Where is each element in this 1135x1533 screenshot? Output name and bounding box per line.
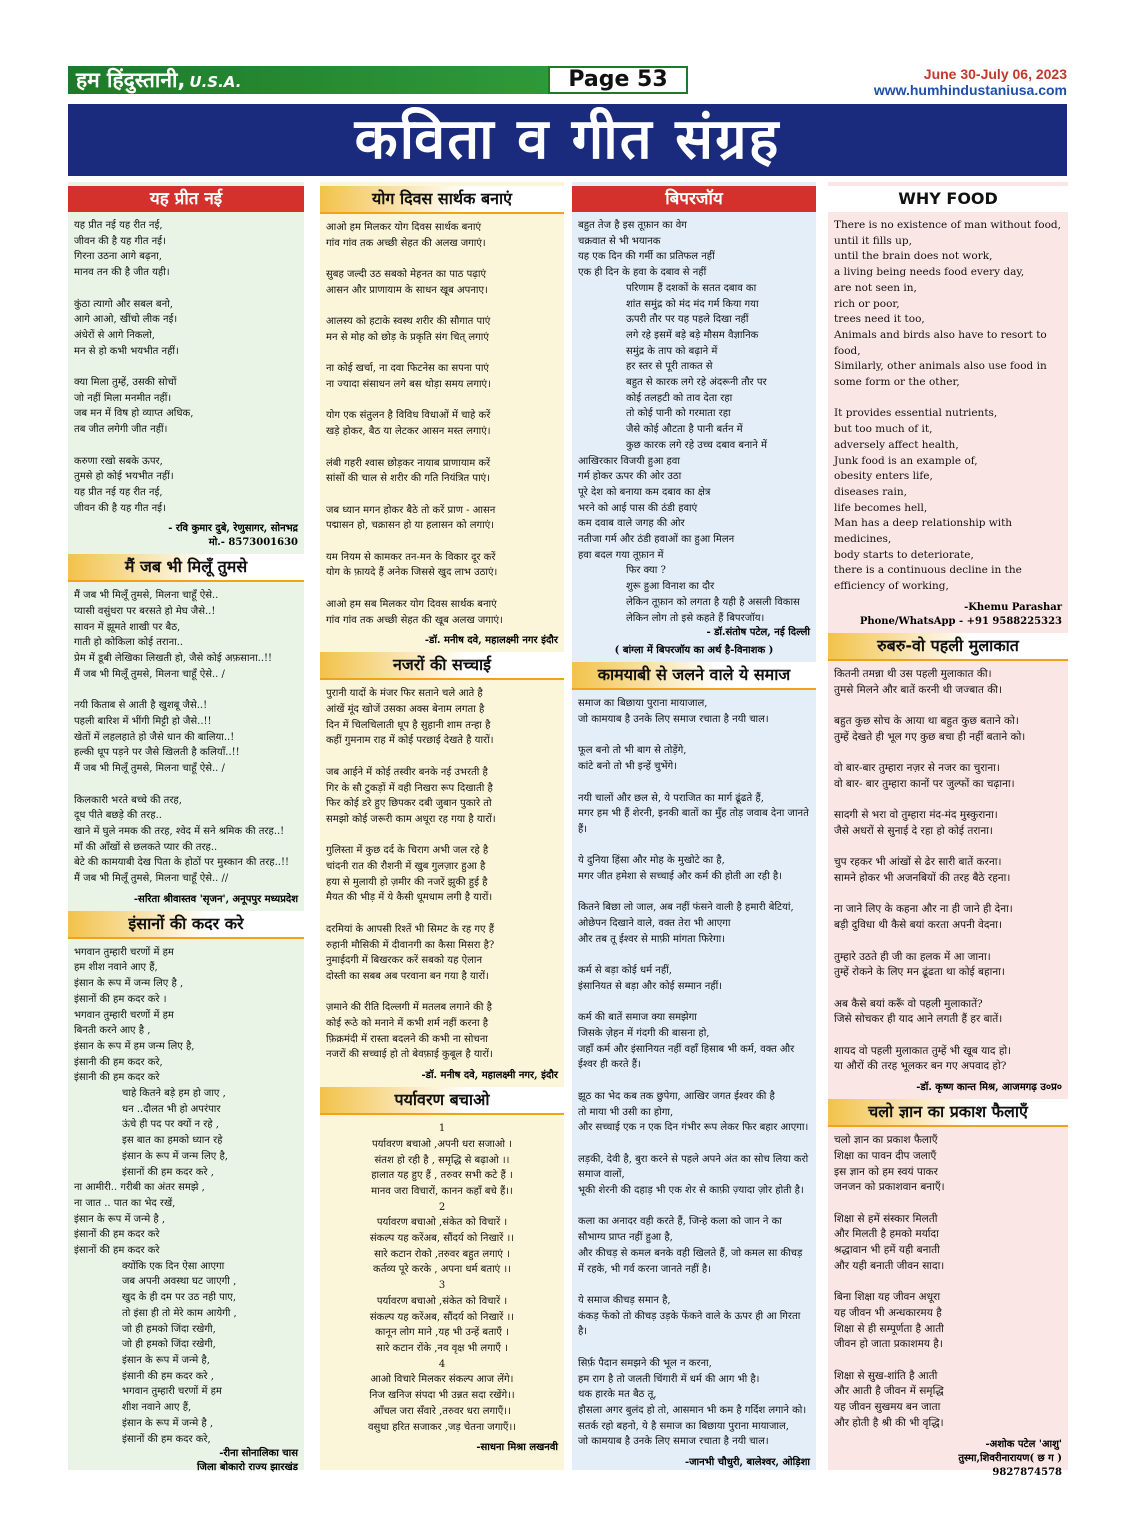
poem-body: चलो ज्ञान का प्रकाश फैलाएँ शिक्षा का पावन दीप जलाएँ इस ज्ञान को हम स्वयं पाकर जनजन को प्रकाशवान बनाएँ। शिक्षा से हमें संस्कार मिलती और मिलती है हमको मर्यादा श्रद्धावान भी हमें यही बनाती और यही बनाती जीवन सादा। बिना शिक्षा यह जीवन अधूरा यह जीवन भी अन्धकारमय है शिक्षा से ही सम्पूर्णता है आती जीवन हो जाता प्रकाशमय है। शिक्षा से सुख-शांति है आती और आती है जीवन में समृद्धि यह जीवन सुखमय बन जाता और होती है श्री की भी वृद्धि। [834,1134,945,1429]
poem-author: -सरिता श्रीवास्तव 'सृजन', अनूपपुर मध्यप्रदेश [133,893,298,905]
poem-author: -साधना मिश्रा लखनवी [476,1442,558,1454]
brand-name: हम हिंदुस्तानी, [76,68,186,92]
poem-author: -रीना सोनालिका चास जिला बोकारो राज्य झारखंड [196,1448,298,1474]
poem-body: आखिरकार विजयी हुआ हवा गर्म होकर ऊपर की ओर उठा पूरे देश को बनाया कम दबाव का क्षेत्र भरने को आई पास की ठंडी हवाएं कम दवाब वाले जगह की ओर नतीजा गर्म और ठंडी हवाओं का हुआ मिलन हवा बदल गया तूफ़ान में [578,455,735,561]
poem-author: -डॉ. कृष्ण कान्त मिश्र, आजमगढ़ उ०प्र० [916,1082,1062,1094]
poem-title: यह प्रीत नई [68,186,304,212]
poem-title: योग दिवस सार्थक बनाएं [320,186,564,214]
poem-title: चलो ज्ञान का प्रकाश फैलाएँ [828,1099,1068,1127]
page-title-banner: कविता व गीत संग्रह [68,104,1067,176]
column-3 [572,182,816,1470]
poem-author: -जानभी चौधुरी, बालेश्वर, ओड़िशा [684,1457,810,1469]
poem-body: यह प्रीत नई यह रीत नई, जीवन की है यह गीत नई। गिरना उठना आगे बढ़ना, मानव तन की है जीत यही। कुंठा त्यागो और सबल बनो, आगे आओ, खींचो लीक नई। अंधेरों से आगे निकलो, मन से हो कभी भयभीत नहीं। क्या मिला तुम्हें, उसकी सोचों जो नहीं मिला मनमीत नहीं। जब मन में विष हो व्याप्त अधिक, तब जीत लगेगी जीत नहीं। करुणा रखो सबके ऊपर, तुमसे हो कोई भयभीत नहीं। यह प्रीत नई यह रीत नई, जीवन की है यह गीत नई। [74,220,194,514]
brand-band [68,66,558,94]
poem-author: -Khemu Parashar Phone/WhatsApp - +91 9588225323 [859,601,1062,627]
poem-author: - डॉ.संतोष पटेल, नई दिल्ली [706,627,810,639]
poem-title: मैं जब भी मिलूँ तुमसे [68,554,304,582]
poem-title: इंसानों की कदर करे [68,911,304,939]
poem-title: कामयाबी से जलने वाले ये समाज [572,662,816,690]
poem-author: -डॉ. मनीष दवे, महालक्ष्मी नगर, इंदौर [421,1070,558,1082]
poem-body: परिणाम हैं दशकों के सतत दबाव का शांत समुंद्र को मंद मंद गर्म किया गया ऊपरी तौर पर यह पहले दिखा नहीं लगे रहे इसमें बड़े बड़े मौसम वैज्ञानिक समुंद्र के ताप को बढ़ाने में हर स्तर से पूरी ताकत से बहुत से कारक लगे रहे अंदरूनी तौर पर कोई तलहटी को ताव देता रहा तो कोई पानी को गरमाता रहा जैसे कोई औटता है पानी बर्तन में कुछ कारक लगे रहे उच्च दबाव बनाने में [626,282,767,451]
poem-body: समाज का बिछाया पुराना मायाजाल, जो कामयाब है उनके लिए समाज रचाता है नयी चाल। फूल बनो तो भी बाग से तोड़ेंगे, कांटे बनो तो भी इन्हें चुभेंगे। नयी चालों और छल से, ये पराजित का मार्ग ढूंढते हैं, मगर हम भी हैं शेरनी, इनकी बातों का मुँह तोड़ जवाब देना जानते हैं। ये दुनिया हिंसा और मोह के मुखोटे का है, मगर जीत हमेशा से सच्चाई और कर्म की होती आ रही है। कितने बिछा लो जाल, अब नहीं फंसने वाली है हमारी बेटियां, ओछेपन दिखाने वाले, वक्त तेरा भी आएगा और तब तू ईश्वर से माफ़ी मांगता फिरेगा। कर्म से बड़ा कोई धर्म नहीं, इंसानियत से बड़ा और कोई सम्मान नहीं। कर्म की बातें समाज क्या समझेगा जिसके ज़ेहन में गंदगी की बासना हो, जहाँ कर्म और इंसानियत नहीं वहाँ हिसाब भी कर्म, वक्त और ईश्वर ही करते हैं। झूठ का भेद कब तक छुपेगा, आखिर जगत ईश्वर की है तो माया भी उसी का होगा, और सच्चाई एक न एक दिन गंभीर रूप लेकर फिर बहार आएगा। लड़की, देवी है, बुरा करने से पहले अपने अंत का सोच लिया करो समाज वालों, भूकी शेरनी की दहाड़ भी एक शेर से काफ़ी ज़्यादा ज़ोर होती है। कला का अनादर वही करते हैं, जिन्हे कला को जान ने का सौभाग्य प्राप्त नहीं हुआ है, और कीचड़ से कमल बनके वही खिलते हैं, जो कमल सा कीचड़ में रहके, भी गर्व करना जानते नहीं है। ये समाज कीचड़ समान है, कंकड़ फेंको तो कीचड़ उड़के फेंकने वाले के ऊपर ही आ गिरता है। सिर्फ़ पैदान समझने की भूल न करना, हम राग है तो जलती चिंगारी में धर्म की आग भी है। थक हारके मत बैठ तू, हौसला अगर बुलंद हो तो, आसमान भी कम है गर्दिश लगाने को। सतर्क रहो बहनो, ये है समाज का बिछाया पुराना मायाजाल, जो कामयाब है उनके लिए समाज रचाता है नयी चाल। [578,698,809,1448]
poem-body: ना आमीरी.. गरीबी का अंतर समझे , ना जात .. पात का भेद रखें, इंसान के रूप में जन्मे है , इंसानों की हम कदर करे इंसानों की हम कदर करे [74,1182,205,1257]
poem-author: - रवि कुमार दुबे, रेणुसागर, सोनभद्र मो.- 8573001630 [168,523,298,549]
brand-suffix: U.S.A. [189,73,242,91]
poem-author: -अशोक पटेल 'आशु' तुस्मा,शिवरीनारायण( छ ग ) 9827874578 [958,1438,1062,1478]
poem-body: चाहे कितने बड़े हम हो जाए , धन ..दौलत भी हो अपरंपार ऊंचे ही पद पर क्यों न रहे , इस बात का हमको ध्यान रहे इंसान के रूप में जन्म लिए है, इंसानों की हम कदर करे , [122,1088,228,1178]
column-4 [828,182,1068,1478]
poem-body: पुरानी यादों के मंजर फिर सताने चले आते है आंखें मूंद खोजें उसका अक्स बेनाम लगता है दिन में चिलचिलाती धूप है सुहानी शाम तन्हा है कहीं गुमनाम राह में कोई परछाई देखते है यारों। जब आईने में कोई तस्वीर बनके नई उभरती है गिर के सौ टुकड़ों में वही निखरा रूप दिखाती है फिर कोई डरे हुए छिपकर दबी जुबान पुकारे तो समझो कोई जरूरी काम अधूरा रह गया है यारों। गुलिस्ता में कुछ दर्द के चिराग अभी जल रहे है चांदनी रात की रौशनी में खुब गुलज़ार हुआ है हया से मुलायी हो ज़मीर की नजरें झुकी हुई है मैयत की भीड़ में ये कैसी धूमधाम लगी है यारों। दरमियां के आपसी रिश्तें भी सिमट के रह गए हैं रुहानी मौसिकी में दीवानगी का कैसा मिसरा है? नुमाईदगी में बिखरकर करें सबको यह ऐलान दोस्ती का सबब अब परवाना बन गया है यारों। ज़माने की रीति दिल्लगी में मतलब लगाने की है कोई रूठे को मनाने में कभी शर्म नहीं करना है फ़िक्रमंदी में रास्ता बदलने की कभी ना सोचना नजरों की सच्चाई हो तो बेवफ़ाई कुबूल है यारों। [326,688,496,1061]
poem-title: WHY FOOD [828,186,1068,212]
poem-title: बिपरजॉय [572,186,816,212]
poem-body: क्योंकि एक दिन ऐसा आएगा जब अपनी अवस्था घट जाएगी , खुद के ही दम पर उठ नही पाए, तो इंसा ही तो मेरे काम आयेगी , जो ही हमको जिंदा रखेगी, जो ही हमको जिंदा रखेगी, इंसान के रूप में जन्मे है, इंसानी की हम कदर करे , भगवान तुम्हारी चरणों में हम शीश नवाने आए हैं, इंसान के रूप में जन्मे है , इंसानों की हम कदर करे, [122,1260,237,1445]
poem-note: ( बांग्ला में बिपरजॉय का अर्थ है-विनाशक ) [614,645,774,657]
poem-body: भगवान तुम्हारी चरणों में हम हम शीश नवाने आए हैं, इंसान के रूप में जन्म लिए है , इंसानों की हम कदर करे । भगवान तुम्हारी चरणों में हम बिनती करने आए है , इंसान के रूप में हम जन्म लिए है, इंसानी की हम कदर करे, इंसानी की हम कदर करे [74,946,195,1084]
poem-body: कितनी तमन्ना थी उस पहली मुलाकात की। तुमसे मिलने और बातें करनी थी जज्बात की। बहुत कुछ सोच के आया था बहुत कुछ बताने को। तुम्हें देखते ही भूल गए कुछ बचा ही नहीं बताने को। वो बार-बार तुम्हारा नज़र से नजर का चुराना। वो बार- बार तुम्हारा कानों पर जुल्फों का चढ़ाना। सादगी से भरा वो तुम्हारा मंद-मंद मुस्कुराना। जैसे अधरों से सुनाई दे रहा हो कोई तराना। चुप रहकर भी आंखों से ढेर सारी बातें करना। सामने होकर भी अजनबियों की तरह बैठे रहना। ना जाने लिए के कहना और ना ही जाने ही देना। बड़ी दुविधा थी कैसे बयां करता अपनी वेदना। तुम्हारे उठते ही जी का हलक में आ जाना। तुम्हें रोकने के लिए मन ढूंढता था कोई बहाना। अब कैसे बयां करूँ वो पहली मुलाकातें? जिसे सोचकर ही याद आने लगती हैं हर बातें। शायद वो पहली मुलाकात तुम्हें भी खूब याद हो। या औरों की तरह भूलकर बन गए अपवाद हो? [834,667,1026,1073]
page-number: Page 53 [548,66,688,94]
poem-title: रुबरु-वो पहली मुलाकात [828,633,1068,661]
poem-body: बहुत तेज है इस तूफ़ान का वेग चक्रवात से भी भयानक यह एक दिन की गर्मी का प्रतिफल नहीं एक ही दिन के हवा के दबाव से नहीं [578,220,715,279]
issue-date: June 30-July 06, 2023 [923,66,1067,82]
column-2 [320,182,564,1470]
poem-author: -डॉ. मनीष दवे, महालक्ष्मी नगर इंदौर [424,635,558,647]
poem-body: मैं जब भी मिलूँ तुमसे, मिलना चाहूँ ऐसे.. प्यासी वसुंधरा पर बरसते हो मेघ जैसे..! सावन में झूमते शाखी पर बैठ, गाती हो कोकिला कोई तराना.. प्रेम में डूबी लेखिका लिखती हो, जैसे कोई अफ़साना..!! मैं जब भी मिलूँ तुमसे, मिलना चाहूँ ऐसे.. / नयी किताब से आती है खुशबू जैसे..! पहली बारिश में भींगी मिट्टी हो जैसे..!! खेतों में लहलहाते हो जैसे धान की बालिया..! हल्की धूप पड़ने पर जैसे खिलती है कलियाँ..!! मैं जब भी मिलूँ तुमसे, मिलना चाहूँ ऐसे.. / किलकारी भरते बच्चे की तरह, दूध पीते बछड़े की तरह.. खाने में घुले नमक की तरह, श्वेद में सने श्रमिक की तरह..! माँ की आँखों से छलकते प्यार की तरह.. बेटे की कामयाबी देख पिता के होठों पर मुस्कान की तरह..!! मैं जब भी मिलूँ तुमसे, मिलना चाहूँ ऐसे.. // [74,590,290,885]
poem-body: There is no existence of man without food, until it fills up, until the brain does not work, a living being needs food every day, are not seen in, rich or poor, trees need it too, Animals and birds also have to resort to food, Similarly, other animals also use food in some form or the other, It provides essential nutrients, but too much of it, adversely affect health, Junk food is an example of, obesity enters life, diseases rain, life becomes hell, Man has a deep relationship with medicines, body starts to deteriorate, there is a continuous decline in the efficiency of working, [834,219,1061,593]
poem-body: फिर क्या ? शुरू हुआ विनाश का दौर लेकिन तूफ़ान को लगता है यही है असली विकास लेकिन लोग तो इसे कहते हैं बिपरजॉय। [626,565,800,624]
masthead [0,66,1135,96]
poem-body: 1 पर्यावरण बचाओ ,अपनी धरा सजाओ । संतश हो रही है , समृद्धि से बढ़ाओ ।। हालात यह हुए हैं , तरुवर सभी कटे हैं । मानव जरा विचारों, कानन कहाँ बचे हैं।। 2 पर्यावरण बचाओ ,संकेत को विचारें । संकल्प यह करेंअब, सौंदर्य को निखारें ।। सारे कटान रोको ,तरुवर बहुत लगाएं । कर्तव्य पूरे करके , अपना धर्म बताएं ।। 3 पर्यावरण बचाओ ,संकेत को विचारें । संकल्प यह करेंअब, सौंदर्य को निखारें ।। कानून लोग माने ,यह भी उन्हें बताएँ । सारे कटान रोंके ,नव वृक्ष भी लगाएँ । 4 आओ विचारे मिलकर संकल्प आज लेंगे। निज खनिज संपदा भी उन्नत सदा रखेंगे।। आँचल जरा सँवारे ,तरुवर धरा लगाएँ।। वसुधा हरित सजाकर ,जड़ चेतना जगाएँ।। [367,1123,517,1433]
poem-title: नजरों की सच्चाई [320,652,564,680]
poem-body: आओ हम मिलकर योग दिवस सार्थक बनाएं गांव गांव तक अच्छी सेहत की अलख जगाएं। सुबह जल्दी उठ सबको मेहनत का पाठ पढ़ाएं आसन और प्राणायाम के साधन खूब अपनाए। आलस्य को हटाके स्वस्थ शरीर की सौगात पाएं मन से मोह को छोड़ के प्रकृति संग चित् लगाएं ना कोई खर्चा, ना दवा फिटनेस का सपना पाएं ना ज्यादा संसाधन लगे बस थोड़ा समय लगाएं। योग एक संतुलन है विविध विधाओं में चाहे करें खड़े होकर, बैठ या लेटकर आसन मस्त लगाएं। लंबी गहरी श्वास छोड़कर नायाब प्राणायाम करें सांसों की चाल से शरीर की गति नियंत्रित पाएं। जब ध्यान मगन होकर बैठे तो करें प्राण - आसन पद्मासन हो, चक्रासन हो या हलासन को लगाएं। यम नियम से कामकर तन-मन के विकार दूर करें योग के फ़ायदे हैं अनेक जिससे खुद लाभ उठाएं। आओ हम सब मिलकर योग दिवस सार्थक बनाएं गांव गांव तक अच्छी सेहत की खूब अलख जगाएं। [326,222,503,626]
poem-title: पर्यावरण बचाओ [320,1087,564,1115]
column-1 [68,182,304,1474]
website-link[interactable]: www.humhindustaniusa.com [873,82,1067,98]
